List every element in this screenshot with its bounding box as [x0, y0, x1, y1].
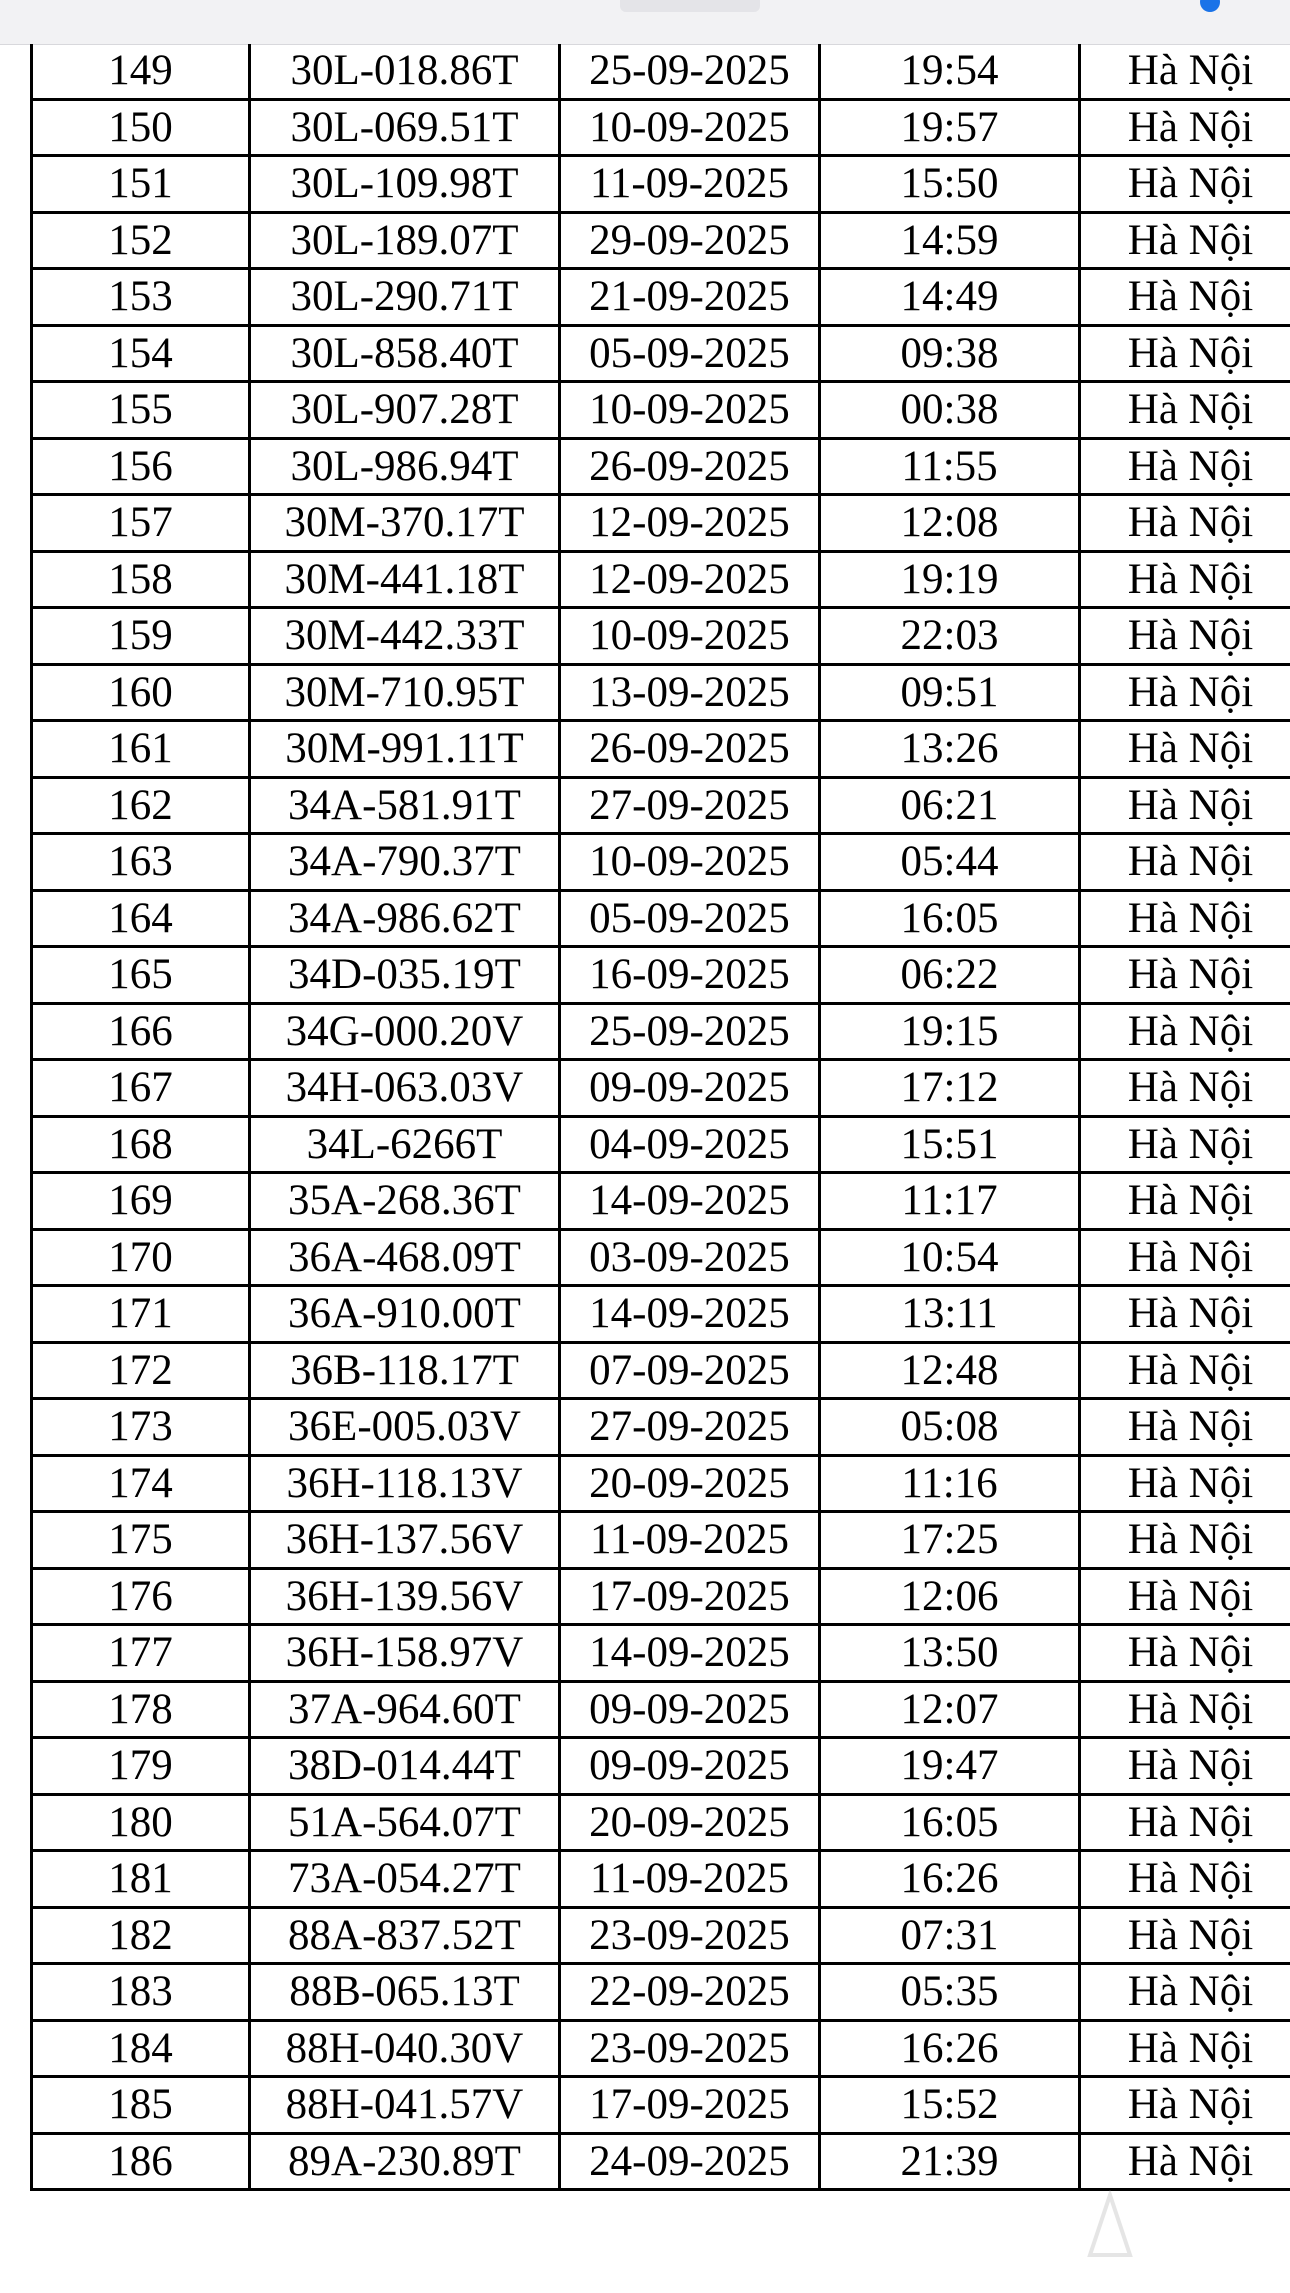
plate-number-cell: 36B-118.17T [250, 1342, 560, 1399]
table-row [32, 212, 1290, 269]
city-cell: Hà Nội [1080, 2077, 1290, 2134]
city-cell: Hà Nội [1080, 1907, 1290, 1964]
violation-date-cell: 10-09-2025 [560, 834, 820, 891]
violation-time-cell: 16:05 [820, 890, 1080, 947]
violation-date-cell: 10-09-2025 [560, 382, 820, 439]
row-number-cell: 175 [32, 1512, 250, 1569]
city-cell: Hà Nội [1080, 269, 1290, 326]
plate-number-cell: 34L-6266T [250, 1116, 560, 1173]
table-row [32, 2077, 1290, 2134]
violation-time-cell: 05:35 [820, 1964, 1080, 2021]
violation-time-cell: 16:26 [820, 1851, 1080, 1908]
violation-time-cell: 05:08 [820, 1399, 1080, 1456]
violation-time-cell: 12:06 [820, 1568, 1080, 1625]
table-row [32, 325, 1290, 382]
row-number-cell: 174 [32, 1455, 250, 1512]
violation-date-cell: 11-09-2025 [560, 1851, 820, 1908]
table-row [32, 382, 1290, 439]
row-number-cell: 160 [32, 664, 250, 721]
plate-number-cell: 30M-710.95T [250, 664, 560, 721]
violation-time-cell: 00:38 [820, 382, 1080, 439]
plate-number-cell: 30M-991.11T [250, 721, 560, 778]
table-row [32, 777, 1290, 834]
violation-time-cell: 17:25 [820, 1512, 1080, 1569]
city-cell: Hà Nội [1080, 2020, 1290, 2077]
table-row [32, 1286, 1290, 1343]
violation-time-cell: 10:54 [820, 1229, 1080, 1286]
row-number-cell: 180 [32, 1794, 250, 1851]
plate-number-cell: 34G-000.20V [250, 1003, 560, 1060]
plate-number-cell: 30L-290.71T [250, 269, 560, 326]
table-row [32, 721, 1290, 778]
row-number-cell: 176 [32, 1568, 250, 1625]
violation-time-cell: 14:59 [820, 212, 1080, 269]
row-number-cell: 165 [32, 947, 250, 1004]
plate-number-cell: 36A-910.00T [250, 1286, 560, 1343]
row-number-cell: 149 [32, 44, 250, 99]
plate-number-cell: 30L-907.28T [250, 382, 560, 439]
table-row [32, 1625, 1290, 1682]
city-cell: Hà Nội [1080, 1060, 1290, 1117]
violation-table-body [32, 44, 1290, 2190]
row-number-cell: 164 [32, 890, 250, 947]
plate-number-cell: 34A-581.91T [250, 777, 560, 834]
table-row [32, 269, 1290, 326]
violation-date-cell: 14-09-2025 [560, 1286, 820, 1343]
violation-time-cell: 13:50 [820, 1625, 1080, 1682]
city-cell: Hà Nội [1080, 1399, 1290, 1456]
plate-number-cell: 36H-137.56V [250, 1512, 560, 1569]
violation-date-cell: 10-09-2025 [560, 99, 820, 156]
row-number-cell: 158 [32, 551, 250, 608]
plate-number-cell: 36H-139.56V [250, 1568, 560, 1625]
violation-date-cell: 11-09-2025 [560, 156, 820, 213]
table-row [32, 1568, 1290, 1625]
violation-time-cell: 19:47 [820, 1738, 1080, 1795]
plate-number-cell: 30L-986.94T [250, 438, 560, 495]
city-cell: Hà Nội [1080, 44, 1290, 99]
plate-number-cell: 30L-069.51T [250, 99, 560, 156]
violation-date-cell: 17-09-2025 [560, 2077, 820, 2134]
violation-time-cell: 05:44 [820, 834, 1080, 891]
row-number-cell: 157 [32, 495, 250, 552]
violation-time-cell: 11:17 [820, 1173, 1080, 1230]
violation-date-cell: 11-09-2025 [560, 1512, 820, 1569]
violation-time-cell: 09:51 [820, 664, 1080, 721]
violation-table [30, 44, 1290, 2191]
violation-time-cell: 13:11 [820, 1286, 1080, 1343]
city-cell: Hà Nội [1080, 1681, 1290, 1738]
city-cell: Hà Nội [1080, 834, 1290, 891]
violation-date-cell: 26-09-2025 [560, 438, 820, 495]
violation-time-cell: 13:26 [820, 721, 1080, 778]
plate-number-cell: 88H-040.30V [250, 2020, 560, 2077]
row-number-cell: 170 [32, 1229, 250, 1286]
row-number-cell: 169 [32, 1173, 250, 1230]
violation-time-cell: 11:16 [820, 1455, 1080, 1512]
violation-time-cell: 16:26 [820, 2020, 1080, 2077]
plate-number-cell: 34D-035.19T [250, 947, 560, 1004]
violation-date-cell: 05-09-2025 [560, 325, 820, 382]
city-cell: Hà Nội [1080, 382, 1290, 439]
violation-date-cell: 21-09-2025 [560, 269, 820, 326]
row-number-cell: 163 [32, 834, 250, 891]
table-row [32, 438, 1290, 495]
violation-time-cell: 16:05 [820, 1794, 1080, 1851]
row-number-cell: 173 [32, 1399, 250, 1456]
city-cell: Hà Nội [1080, 212, 1290, 269]
violation-date-cell: 09-09-2025 [560, 1738, 820, 1795]
table-row [32, 495, 1290, 552]
row-number-cell: 172 [32, 1342, 250, 1399]
blue-indicator-icon [1200, 0, 1220, 12]
table-row [32, 1681, 1290, 1738]
row-number-cell: 150 [32, 99, 250, 156]
violation-time-cell: 17:12 [820, 1060, 1080, 1117]
violation-date-cell: 27-09-2025 [560, 777, 820, 834]
violation-date-cell: 03-09-2025 [560, 1229, 820, 1286]
table-row [32, 1060, 1290, 1117]
violation-table-container [30, 44, 1290, 2191]
plate-number-cell: 30L-018.86T [250, 44, 560, 99]
violation-time-cell: 15:51 [820, 1116, 1080, 1173]
row-number-cell: 171 [32, 1286, 250, 1343]
plate-number-cell: 36A-468.09T [250, 1229, 560, 1286]
city-cell: Hà Nội [1080, 777, 1290, 834]
city-cell: Hà Nội [1080, 721, 1290, 778]
city-cell: Hà Nội [1080, 1738, 1290, 1795]
plate-number-cell: 37A-964.60T [250, 1681, 560, 1738]
plate-number-cell: 30M-370.17T [250, 495, 560, 552]
row-number-cell: 179 [32, 1738, 250, 1795]
violation-time-cell: 19:57 [820, 99, 1080, 156]
table-row [32, 2133, 1290, 2190]
city-cell: Hà Nội [1080, 1851, 1290, 1908]
violation-date-cell: 09-09-2025 [560, 1681, 820, 1738]
table-row [32, 608, 1290, 665]
violation-time-cell: 19:54 [820, 44, 1080, 99]
violation-time-cell: 15:50 [820, 156, 1080, 213]
city-cell: Hà Nội [1080, 438, 1290, 495]
plate-number-cell: 30L-858.40T [250, 325, 560, 382]
plate-number-cell: 36H-158.97V [250, 1625, 560, 1682]
table-row [32, 44, 1290, 99]
violation-date-cell: 14-09-2025 [560, 1173, 820, 1230]
row-number-cell: 159 [32, 608, 250, 665]
violation-date-cell: 24-09-2025 [560, 2133, 820, 2190]
violation-date-cell: 23-09-2025 [560, 1907, 820, 1964]
table-row [32, 1342, 1290, 1399]
violation-date-cell: 26-09-2025 [560, 721, 820, 778]
violation-date-cell: 05-09-2025 [560, 890, 820, 947]
city-cell: Hà Nội [1080, 890, 1290, 947]
plate-number-cell: 36H-118.13V [250, 1455, 560, 1512]
city-cell: Hà Nội [1080, 2133, 1290, 2190]
plate-number-cell: 88H-041.57V [250, 2077, 560, 2134]
city-cell: Hà Nội [1080, 1342, 1290, 1399]
city-cell: Hà Nội [1080, 551, 1290, 608]
top-bar-strip [620, 0, 760, 12]
table-row [32, 1455, 1290, 1512]
violation-date-cell: 13-09-2025 [560, 664, 820, 721]
plate-number-cell: 30L-109.98T [250, 156, 560, 213]
violation-date-cell: 20-09-2025 [560, 1455, 820, 1512]
table-row [32, 1851, 1290, 1908]
city-cell: Hà Nội [1080, 156, 1290, 213]
violation-date-cell: 27-09-2025 [560, 1399, 820, 1456]
violation-date-cell: 20-09-2025 [560, 1794, 820, 1851]
violation-date-cell: 25-09-2025 [560, 44, 820, 99]
row-number-cell: 154 [32, 325, 250, 382]
city-cell: Hà Nội [1080, 1625, 1290, 1682]
row-number-cell: 168 [32, 1116, 250, 1173]
violation-date-cell: 25-09-2025 [560, 1003, 820, 1060]
row-number-cell: 177 [32, 1625, 250, 1682]
table-row [32, 664, 1290, 721]
plate-number-cell: 38D-014.44T [250, 1738, 560, 1795]
violation-time-cell: 12:08 [820, 495, 1080, 552]
plate-number-cell: 34H-063.03V [250, 1060, 560, 1117]
plate-number-cell: 89A-230.89T [250, 2133, 560, 2190]
city-cell: Hà Nội [1080, 1512, 1290, 1569]
violation-time-cell: 07:31 [820, 1907, 1080, 1964]
violation-date-cell: 29-09-2025 [560, 212, 820, 269]
table-row [32, 156, 1290, 213]
violation-date-cell: 14-09-2025 [560, 1625, 820, 1682]
city-cell: Hà Nội [1080, 1568, 1290, 1625]
table-row [32, 1229, 1290, 1286]
row-number-cell: 178 [32, 1681, 250, 1738]
row-number-cell: 182 [32, 1907, 250, 1964]
city-cell: Hà Nội [1080, 947, 1290, 1004]
violation-time-cell: 19:19 [820, 551, 1080, 608]
row-number-cell: 161 [32, 721, 250, 778]
plate-number-cell: 30M-442.33T [250, 608, 560, 665]
row-number-cell: 162 [32, 777, 250, 834]
city-cell: Hà Nội [1080, 495, 1290, 552]
table-row [32, 1116, 1290, 1173]
violation-date-cell: 10-09-2025 [560, 608, 820, 665]
plate-number-cell: 34A-986.62T [250, 890, 560, 947]
plate-number-cell: 51A-564.07T [250, 1794, 560, 1851]
row-number-cell: 153 [32, 269, 250, 326]
city-cell: Hà Nội [1080, 325, 1290, 382]
violation-time-cell: 21:39 [820, 2133, 1080, 2190]
table-row [32, 551, 1290, 608]
row-number-cell: 155 [32, 382, 250, 439]
row-number-cell: 152 [32, 212, 250, 269]
row-number-cell: 166 [32, 1003, 250, 1060]
city-cell: Hà Nội [1080, 1964, 1290, 2021]
row-number-cell: 183 [32, 1964, 250, 2021]
row-number-cell: 151 [32, 156, 250, 213]
table-row [32, 99, 1290, 156]
violation-time-cell: 22:03 [820, 608, 1080, 665]
violation-date-cell: 07-09-2025 [560, 1342, 820, 1399]
city-cell: Hà Nội [1080, 99, 1290, 156]
violation-date-cell: 22-09-2025 [560, 1964, 820, 2021]
table-row [32, 1964, 1290, 2021]
table-row [32, 1738, 1290, 1795]
plate-number-cell: 35A-268.36T [250, 1173, 560, 1230]
table-row [32, 2020, 1290, 2077]
violation-time-cell: 14:49 [820, 269, 1080, 326]
city-cell: Hà Nội [1080, 1116, 1290, 1173]
violation-date-cell: 04-09-2025 [560, 1116, 820, 1173]
city-cell: Hà Nội [1080, 1286, 1290, 1343]
violation-date-cell: 16-09-2025 [560, 947, 820, 1004]
plate-number-cell: 30M-441.18T [250, 551, 560, 608]
table-row [32, 1794, 1290, 1851]
city-cell: Hà Nội [1080, 1173, 1290, 1230]
violation-date-cell: 09-09-2025 [560, 1060, 820, 1117]
city-cell: Hà Nội [1080, 1229, 1290, 1286]
table-row [32, 890, 1290, 947]
violation-time-cell: 15:52 [820, 2077, 1080, 2134]
watermark-logo-icon [1080, 2190, 1140, 2260]
violation-time-cell: 19:15 [820, 1003, 1080, 1060]
city-cell: Hà Nội [1080, 664, 1290, 721]
plate-number-cell: 30L-189.07T [250, 212, 560, 269]
plate-number-cell: 73A-054.27T [250, 1851, 560, 1908]
plate-number-cell: 34A-790.37T [250, 834, 560, 891]
city-cell: Hà Nội [1080, 608, 1290, 665]
row-number-cell: 181 [32, 1851, 250, 1908]
row-number-cell: 184 [32, 2020, 250, 2077]
table-row [32, 947, 1290, 1004]
plate-number-cell: 88A-837.52T [250, 1907, 560, 1964]
browser-top-bar [0, 0, 1290, 45]
table-row [32, 834, 1290, 891]
violation-date-cell: 17-09-2025 [560, 1568, 820, 1625]
row-number-cell: 186 [32, 2133, 250, 2190]
city-cell: Hà Nội [1080, 1003, 1290, 1060]
table-row [32, 1173, 1290, 1230]
row-number-cell: 167 [32, 1060, 250, 1117]
violation-time-cell: 06:21 [820, 777, 1080, 834]
plate-number-cell: 88B-065.13T [250, 1964, 560, 2021]
violation-date-cell: 12-09-2025 [560, 551, 820, 608]
row-number-cell: 156 [32, 438, 250, 495]
table-row [32, 1399, 1290, 1456]
violation-time-cell: 09:38 [820, 325, 1080, 382]
violation-time-cell: 11:55 [820, 438, 1080, 495]
city-cell: Hà Nội [1080, 1794, 1290, 1851]
violation-date-cell: 12-09-2025 [560, 495, 820, 552]
table-row [32, 1512, 1290, 1569]
violation-time-cell: 12:07 [820, 1681, 1080, 1738]
city-cell: Hà Nội [1080, 1455, 1290, 1512]
violation-date-cell: 23-09-2025 [560, 2020, 820, 2077]
row-number-cell: 185 [32, 2077, 250, 2134]
table-row [32, 1907, 1290, 1964]
plate-number-cell: 36E-005.03V [250, 1399, 560, 1456]
table-row [32, 1003, 1290, 1060]
violation-time-cell: 12:48 [820, 1342, 1080, 1399]
violation-time-cell: 06:22 [820, 947, 1080, 1004]
